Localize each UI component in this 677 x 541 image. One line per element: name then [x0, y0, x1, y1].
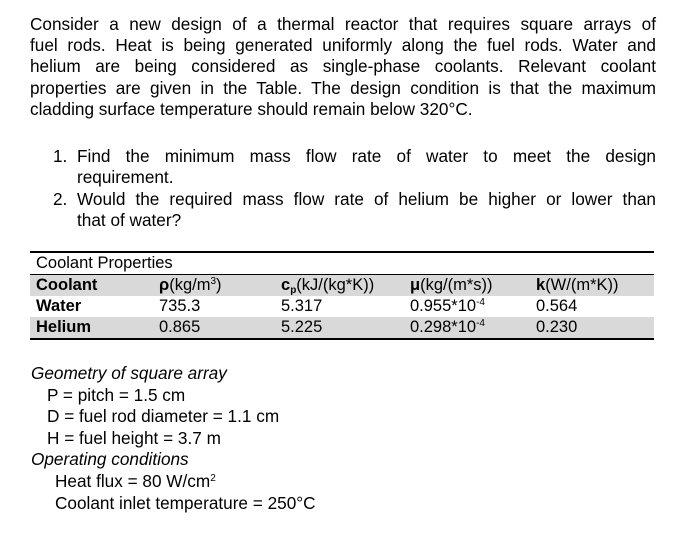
row-density: 735.3 — [159, 297, 201, 315]
header-viscosity: μ(kg/(m*s)) — [410, 276, 493, 294]
row-conductivity: 0.564 — [536, 297, 578, 315]
question-line: Find the minimum mass flow rate of water to meet the design — [77, 146, 656, 166]
row-specific-heat: 5.225 — [281, 318, 323, 336]
row-coolant-name: Helium — [36, 318, 92, 336]
header-conductivity: k(W/(m*K)) — [536, 276, 619, 294]
row-density: 0.865 — [159, 318, 201, 336]
row-specific-heat: 5.317 — [281, 297, 323, 315]
question-number: 1. — [53, 146, 68, 166]
row-viscosity: $0.298*10^{-4}$ — [410, 318, 485, 336]
question-number: 2. — [53, 189, 68, 209]
geometry-section — [31, 363, 316, 514]
geometry-title: Geometry of square array — [31, 363, 227, 383]
header-density: $\rho(kg/m^3)$ — [159, 276, 222, 294]
heat-flux: Heat flux = 80 $W/cm^2$ — [55, 470, 216, 491]
inlet-temperature: Coolant inlet temperature = 250°C — [55, 492, 316, 513]
row-viscosity: $0.955*10^{-4}$ — [410, 297, 485, 315]
geometry-item-height: H = fuel height = 3.7 m — [47, 427, 221, 448]
problem-statement — [30, 14, 656, 120]
coolant-properties-table — [30, 251, 654, 340]
table-bottom-rule — [30, 338, 654, 340]
row-coolant-name: Water — [36, 297, 82, 315]
question-line: requirement. — [77, 167, 174, 187]
question-list — [53, 146, 656, 232]
question-item — [53, 146, 656, 188]
table-row — [30, 317, 654, 338]
header-specific-heat: $c_p(kJ/(kg*K))$ — [281, 276, 375, 296]
geometry-item-pitch: P = pitch = 1.5 cm — [47, 384, 186, 405]
problem-line: properties are given in the Table. The design condition is that the maximum — [30, 77, 656, 98]
table-row — [30, 296, 654, 317]
header-coolant: Coolant — [36, 276, 98, 294]
question-item — [53, 189, 656, 231]
operating-conditions-title: Operating conditions — [31, 449, 189, 470]
table-header-row — [30, 275, 654, 296]
table-caption: Coolant Properties — [36, 254, 173, 272]
problem-line: fuel rods. Heat is being generated uniformly along the fuel rods. Water and — [30, 35, 656, 56]
row-conductivity: 0.230 — [536, 318, 578, 336]
problem-line: Consider a new design of a thermal reactor that requires square arrays of — [30, 14, 656, 34]
problem-line: cladding surface temperature should remain below 320°C. — [30, 98, 473, 119]
geometry-item-diameter: D = fuel rod diameter = 1.1 cm — [47, 406, 280, 427]
question-line: that of water? — [77, 210, 182, 230]
problem-line: helium are being considered as single-phase coolants. Relevant coolant — [30, 56, 656, 77]
question-line: Would the required mass flow rate of helium be higher or lower than — [77, 189, 656, 209]
